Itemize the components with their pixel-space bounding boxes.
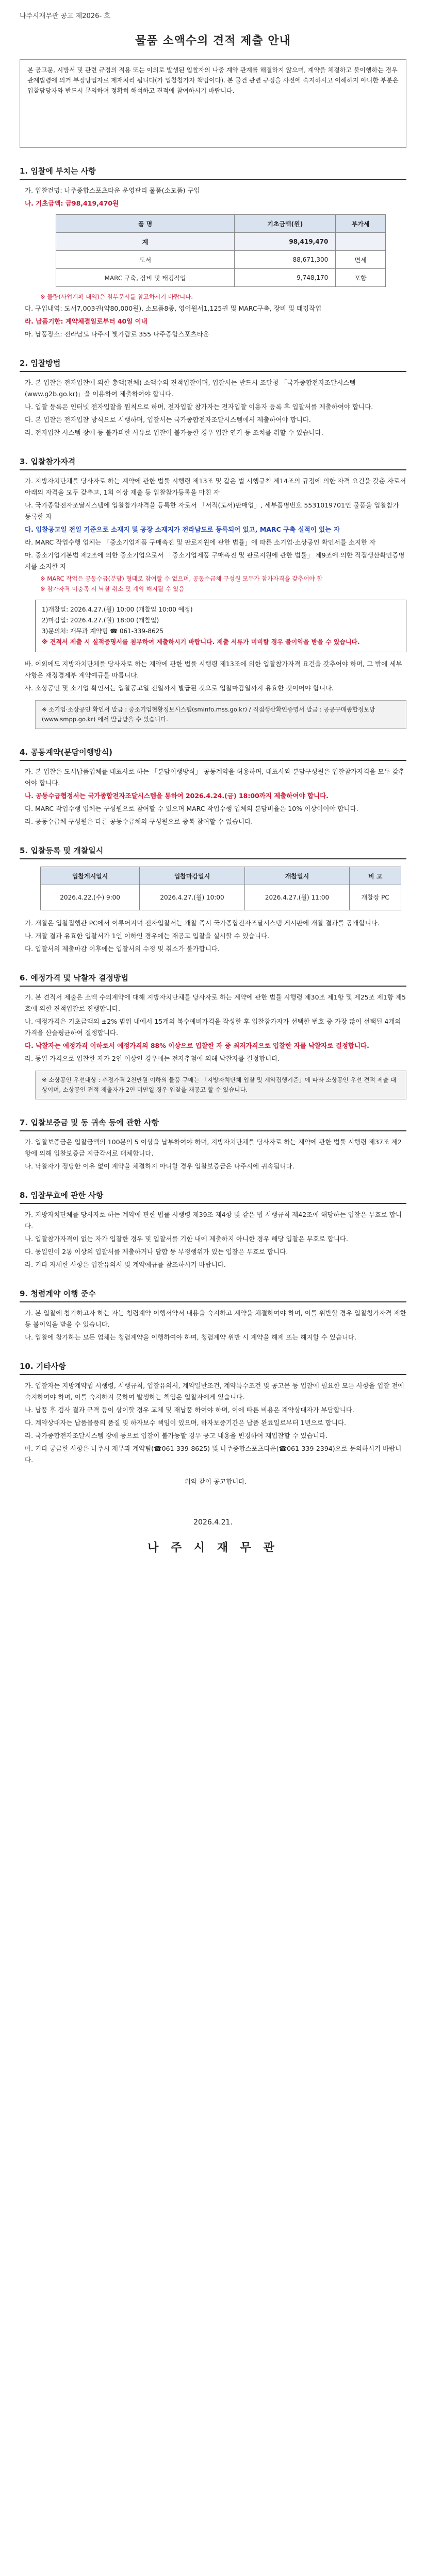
- item-name: 가. 입찰건명: 나주종합스포츠타운 운영관리 물품(소모품) 구입: [25, 187, 200, 194]
- section-title: 5. 입찰등록 및 개찰일시: [20, 845, 406, 859]
- section-8: [20, 1190, 406, 1270]
- warning-text: ※ MARC 작업은 공동수급(분담) 형태로 참여할 수 없으며, 공동수급체 구성원 모두가 참가자격을 갖추어야 함: [40, 575, 323, 582]
- section-5: [20, 845, 406, 955]
- box-line: 3)문의처: 재무과 계약팀 ☎ 061-339-8625: [42, 628, 163, 635]
- page-title: 물품 소액수의 견적 제출 안내: [135, 35, 291, 47]
- item-place: 마. 납품장소: 전라남도 나주시 빛가람로 355 나주종합스포츠타운: [25, 330, 209, 338]
- list-item: 가. 본 견적서 제출은 소액 수의계약에 대해 지방자치단체를 당사자로 하는 계약에 관한 법률 시행령 제30조 제1항 및 제25조 제1항 제5호에 의한 견적입찰로 진행합니다.: [25, 993, 406, 1012]
- table-cell: 개찰장 PC: [350, 885, 401, 910]
- table-cell: 면세: [336, 251, 386, 269]
- section-title: 8. 입찰무효에 관한 사항: [20, 1190, 406, 1204]
- section-title: 4. 공동계약(분담이행방식): [20, 747, 406, 761]
- box-line: ※ 견적서 제출 시 실적증명서를 첨부하여 제출하시기 바랍니다. 제출 서류가 미비할 경우 불이익을 받을 수 있습니다.: [42, 638, 360, 646]
- section-title: 1. 입찰에 부치는 사항: [20, 165, 406, 180]
- list-item: 다. 입찰서의 제출마감 이후에는 입찰서의 수정 및 취소가 불가합니다.: [25, 945, 220, 953]
- list-item: 나. 낙찰자가 정당한 이유 없이 계약을 체결하지 아니할 경우 입찰보증금은 나주시에 귀속됩니다.: [25, 1162, 294, 1170]
- info-box: ※ 소기업·소상공인 확인서 발급 : 중소기업현황정보시스템(sminfo.mss.go.kr) / 직접생산확인증명서 발급 : 공공구매종합정보망(www.smpp.go.kr) 에서 발급받을 수 있습니다.: [35, 700, 406, 729]
- intro-box: 본 공고문, 시방서 및 관련 규정의 적용 또는 이의로 발생된 입찰자의 나중 계약 관계를 해결하지 않으며, 계약을 체결하고 불이행하는 경우 관계법령에 의거 부정당업자로 제재처리 됩니다(가 입찰참가자 책임이다). 본 물건 관련 규정을 사전에 숙지하시고 이해하지 아니한 부분은 입찰담당자와 반드시 문의하여 정확히 해석하고 견적에 참여하시기 바랍니다.: [20, 59, 406, 148]
- item-deadline: 라. 납품기한: 계약체결일로부터 40일 이내: [25, 317, 148, 325]
- notice-date: 2026.4.21.: [193, 1518, 233, 1527]
- section-title: 9. 청렴계약 이행 준수: [20, 1288, 406, 1302]
- list-item: 다. 본 입찰은 전자입찰 방식으로 시행하며, 입찰서는 국가종합전자조달시스템에서 제출하여야 합니다.: [25, 416, 311, 423]
- table-cell: [336, 233, 386, 251]
- schedule-box: [35, 600, 406, 652]
- list-item: 라. 기타 자세한 사항은 입찰유의서 및 계약예규를 참조하시기 바랍니다.: [25, 1261, 226, 1268]
- list-item: 라. 공동수급체 구성원은 다른 공동수급체의 구성원으로 중복 참여할 수 없습니다.: [25, 818, 253, 825]
- closing-text: 위와 같이 공고합니다.: [184, 1478, 247, 1485]
- table-header: 개찰일시: [244, 867, 350, 885]
- table-cell: 2026.4.27.(월) 11:00: [244, 885, 350, 910]
- list-item: 라. 국가종합전자조달시스템 장애 등으로 입찰이 불가능할 경우 공고 내용을 변경하여 재입찰할 수 있습니다.: [25, 1432, 327, 1439]
- list-item: 가. 지방자치단체를 당사자로 하는 계약에 관한 법률 시행령 제13조 및 같은 법 시행규칙 제14조의 규정에 의한 자격 요건을 갖춘 자로서 아래의 자격을 모두 갖추고, 1회 이상 제출 등 입찰참가등록을 마친 자: [25, 477, 406, 496]
- list-item: 다. 계약상대자는 납품물품의 품질 및 하자보수 책임이 있으며, 하자보증기간은 납품 완료일로부터 1년으로 합니다.: [25, 1419, 347, 1427]
- list-item: 라. 전자입찰 시스템 장애 등 불가피한 사유로 입찰이 불가능한 경우 입찰 연기 등 조치를 취할 수 있습니다.: [25, 429, 323, 436]
- signature: 나 주 시 재 무 관: [148, 1541, 278, 1554]
- table-row: [56, 269, 386, 287]
- table-row: [41, 885, 401, 910]
- warning-text: ※ 참가자격 미충족 시 낙찰 취소 및 계약 해지될 수 있음: [40, 585, 185, 592]
- table-cell: 도서: [56, 251, 235, 269]
- list-item: 다. 동일인이 2통 이상의 입찰서를 제출하거나 담합 등 부정행위가 있는 입찰은 무효로 합니다.: [25, 1248, 288, 1256]
- table-cell: 88,671,300: [235, 251, 336, 269]
- list-item: 나. 공동수급협정서는 국가종합전자조달시스템을 통하여 2026.4.24.(금) 18:00까지 제출하여야 합니다.: [25, 792, 329, 800]
- list-item: 가. 본 입찰은 도서납품업체를 대표사로 하는 「분담이행방식」 공동계약을 허용하며, 대표사와 분담구성원은 입찰참가자격을 모두 갖추어야 합니다.: [25, 768, 405, 787]
- table-cell: MARC 구축, 장비 및 태깅작업: [56, 269, 235, 287]
- table-header: 입찰게시일시: [41, 867, 140, 885]
- list-item: 나. 개찰 결과 유효한 입찰서가 1인 이하인 경우에는 재공고 입찰을 실시할 수 있습니다.: [25, 932, 270, 940]
- section-title: 7. 입찰보증금 및 동 귀속 등에 관한 사항: [20, 1117, 406, 1131]
- section-3: [20, 456, 406, 729]
- list-item: 가. 입찰보증금은 입찰금액의 100분의 5 이상을 납부하여야 하며, 지방자치단체를 당사자로 하는 계약에 관한 법률 시행령 제37조 제2항에 의해 입찰보증금 지급각서로 대체합니다.: [25, 1138, 402, 1157]
- list-item: 나. 예정가격은 기초금액의 ±2% 범위 내에서 15개의 복수예비가격을 작성한 후 입찰참가자가 선택한 번호 중 가장 많이 선택된 4개의 가격을 산술평균하여 결정합니다.: [25, 1018, 401, 1037]
- info-box: ※ 소상공인 우선대상 : 추정가격 2천만원 이하의 물품 구매는 「지방자치단체 입찰 및 계약집행기준」에 따라 소상공인 우선 견적 제출 대상이며, 소상공인 견적 제출자가 2인 미만일 경우 입찰을 재공고 할 수 있습니다.: [35, 1071, 406, 1099]
- section-9: [20, 1288, 406, 1343]
- section-1: [20, 165, 406, 340]
- table-cell: 계: [56, 233, 235, 251]
- section-2: [20, 358, 406, 438]
- table-header: 비 고: [350, 867, 401, 885]
- table-row: [56, 233, 386, 251]
- list-item: 나. 입찰참가자격이 없는 자가 입찰한 경우 및 입찰서를 기한 내에 제출하지 아니한 경우 해당 입찰은 무효로 합니다.: [25, 1235, 348, 1243]
- table-row: [56, 251, 386, 269]
- table-cell: 9,748,170: [235, 269, 336, 287]
- list-item: 나. 납품 후 검사 결과 규격 등이 상이할 경우 교체 및 재납품 하여야 하며, 이에 따른 비용은 계약상대자가 부담합니다.: [25, 1406, 354, 1414]
- section-4: [20, 747, 406, 827]
- list-item: 사. 소상공인 및 소기업 확인서는 입찰공고일 전일까지 발급된 것으로 입찰마감일까지 유효한 것이어야 합니다.: [25, 684, 334, 692]
- schedule-table: [40, 867, 401, 910]
- box-line: 1)개찰일: 2026.4.27.(월) 10:00 (개찰일 10:00 예정): [42, 606, 193, 613]
- notice-number: 나주시재무관 공고 제2026- 호: [20, 12, 110, 20]
- list-item: 라. 동일 가격으로 입찰한 자가 2인 이상인 경우에는 전자추첨에 의해 낙찰자를 결정합니다.: [25, 1055, 280, 1062]
- section-title: 6. 예정가격 및 낙찰자 결정방법: [20, 972, 406, 987]
- table-cell: 2026.4.27.(월) 10:00: [140, 885, 245, 910]
- table-header: 입찰마감일시: [140, 867, 245, 885]
- list-item: 나. 입찰 등록은 인터넷 전자입찰을 원칙으로 하며, 전자입찰 참가자는 전자입찰 이용자 등록 후 입찰서를 제출하여야 합니다.: [25, 403, 373, 411]
- section-title: 3. 입찰참가자격: [20, 456, 406, 470]
- list-item: 다. 낙찰자는 예정가격 이하로서 예정가격의 88% 이상으로 입찰한 자 중 최저가격으로 입찰한 자를 낙찰자로 결정합니다.: [25, 1042, 369, 1049]
- section-title: 2. 입찰방법: [20, 358, 406, 372]
- note-text: ※ 물량(사업계획 내역)은 첨부문서를 참고하시기 바랍니다.: [40, 293, 193, 300]
- table-cell: 98,419,470: [235, 233, 336, 251]
- table-cell: 포함: [336, 269, 386, 287]
- list-item: 바. 이외에도 지방자치단체를 당사자로 하는 계약에 관한 법률 시행령 제13조에 의한 입찰참가자격 요건을 갖추어야 하며, 그 밖에 세부사항은 재정경제부 계약예규를 따릅니다.: [25, 660, 402, 679]
- list-item: 라. MARC 작업수행 업체는 「중소기업제품 구매촉진 및 판로지원에 관한 법률」에 따른 소기업·소상공인 확인서를 소지한 자: [25, 538, 376, 546]
- section-7: [20, 1117, 406, 1172]
- list-item: 가. 본 입찰에 참가하고자 하는 자는 청렴계약 이행서약서 내용을 숙지하고 계약을 체결하여야 하며, 이를 위반할 경우 입찰참가자격 제한 등 불이익을 받을 수 있습니다.: [25, 1309, 406, 1328]
- list-item: 가. 본 입찰은 전자입찰에 의한 총액(전체) 소액수의 견적입찰이며, 입찰서는 반드시 조달청 「국가종합전자조달시스템(www.g2b.go.kr)」을 이용하여 제출하여야 합니다.: [25, 379, 356, 398]
- list-item: 나. 국가종합전자조달시스템에 입찰참가자격을 등록한 자로서 「서적(도서)판매업」, 세부품명번호 5531019701인 물품을 입찰참가 등록한 자: [25, 501, 399, 520]
- table-header: 기초금액(원): [235, 215, 336, 233]
- list-item: 나. 입찰에 참가하는 모든 업체는 청렴계약을 이행하여야 하며, 청렴계약 위반 시 계약을 해제 또는 해지할 수 있습니다.: [25, 1333, 357, 1341]
- box-line: 2)마감일: 2026.4.27.(월) 18:00 (개찰일): [42, 617, 159, 624]
- section-6: [20, 972, 406, 1099]
- table-header: 품 명: [56, 215, 235, 233]
- list-item: 마. 기타 궁금한 사항은 나주시 재무과 계약팀(☎061-339-8625) 및 나주종합스포츠타운(☎061-339-2394)으로 문의하시기 바랍니다.: [25, 1445, 402, 1464]
- budget-table: [56, 214, 386, 287]
- section-10: [20, 1361, 406, 1487]
- list-item: 다. 입찰공고일 전일 기준으로 소재지 및 공장 소재지가 전라남도로 등록되어 있고, MARC 구축 실적이 있는 자: [25, 526, 340, 533]
- list-item: 마. 중소기업기본법 제2조에 의한 중소기업으로서 「중소기업제품 구매촉진 및 판로지원에 관한 법률」 제9조에 의한 직접생산확인증명서를 소지한 자: [25, 551, 405, 570]
- list-item: 다. MARC 작업수행 업체는 구성원으로 참여할 수 있으며 MARC 작업수행 업체의 분담비율은 10% 이상이어야 합니다.: [25, 805, 358, 812]
- list-item: 가. 지방자치단체를 당사자로 하는 계약에 관한 법률 시행령 제39조 제4항 및 같은 법 시행규칙 제42조에 해당하는 입찰은 무효로 합니다.: [25, 1211, 402, 1230]
- list-item: 가. 입찰자는 지방계약법 시행령, 시행규칙, 입찰유의서, 계약일반조건, 계약특수조건 및 공고문 등 입찰에 필요한 모든 사항을 입찰 전에 숙지하여야 하며, 이를 숙지하지 못하여 발생하는 책임은 입찰자에게 있습니다.: [25, 1382, 404, 1401]
- table-header: 부가세: [336, 215, 386, 233]
- item-spec: 다. 구입내역: 도서7,003권(약80,000원), 소모품8종, 영어원서1,125권 및 MARC구축, 장비 및 태깅작업: [25, 304, 322, 312]
- item-budget: 나. 기초금액: 금98,419,470원: [25, 199, 119, 207]
- table-cell: 2026.4.22.(수) 9:00: [41, 885, 140, 910]
- section-title: 10. 기타사항: [20, 1361, 406, 1375]
- list-item: 가. 개찰은 입찰집행관 PC에서 이루어지며 전자입찰서는 개찰 즉시 국가종합전자조달시스템 게시판에 개찰 결과를 공개합니다.: [25, 919, 380, 927]
